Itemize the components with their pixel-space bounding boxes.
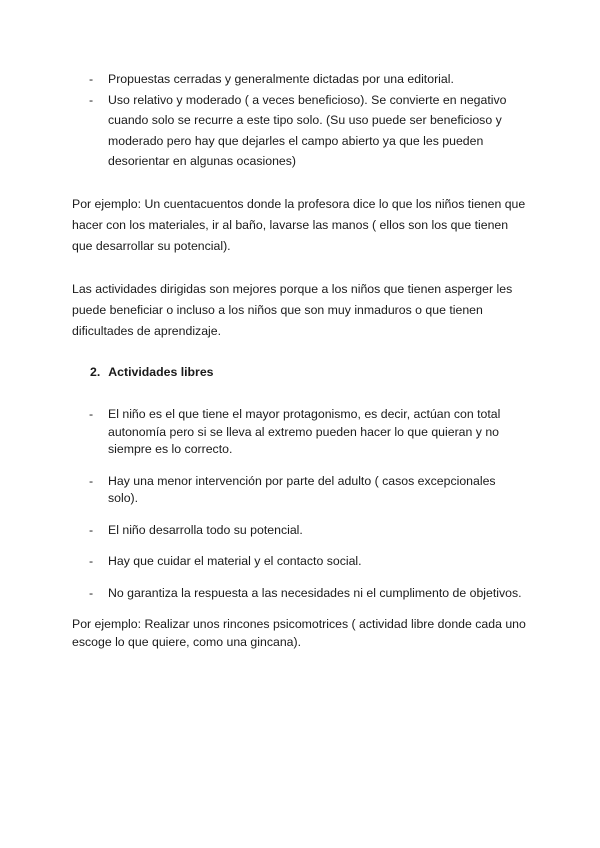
bullet-dash: - — [89, 585, 94, 600]
bullet-dash: - — [89, 522, 94, 537]
bullet-dash: - — [89, 72, 94, 86]
list-item-text: El niño es el que tiene el mayor protagonismo, es decir, actúan con total autonomía pero si se lleva al extremo pueden hacer lo que quieran y no siempre es lo correcto. — [108, 407, 501, 456]
list-item — [0, 522, 528, 540]
section-title: Actividades libres — [108, 365, 214, 379]
paragraph-example-rincones: Por ejemplo: Realizar unos rincones psicomotrices ( actividad libre donde cada uno escoge lo que quiere, como una gincana). — [72, 617, 526, 649]
list-item-text: No garantiza la respuesta a las necesidades ni el cumplimento de objetivos. — [108, 585, 522, 600]
bullet-list-libres — [0, 406, 528, 616]
bullet-list-dirigidas — [0, 69, 520, 172]
list-item — [0, 473, 528, 508]
list-item — [0, 553, 528, 571]
list-item-text: Hay que cuidar el material y el contacto social. — [108, 554, 362, 568]
list-item — [0, 90, 520, 172]
bullet-dash: - — [89, 473, 94, 488]
list-item-text: Uso relativo y moderado ( a veces beneficioso). Se convierte en negativo cuando solo se recurre a este tipo solo. (Su uso puede ser beneficioso y moderado pero hay que dejarles el campo abierto ya que les pueden desorientar en algunas ocasiones) — [108, 92, 507, 168]
bullet-dash: - — [89, 92, 94, 107]
bullet-dash: - — [89, 407, 94, 421]
bullet-dash: - — [89, 554, 94, 568]
section-heading-actividades-libres — [90, 363, 214, 381]
paragraph-example-cuentacuentos: Por ejemplo: Un cuentacuentos donde la profesora dice lo que los niños tienen que hacer con los materiales, ir al baño, lavarse las manos ( ellos son los que tienen que desarrollar su potencial). — [72, 197, 526, 253]
list-item-text: El niño desarrolla todo su potencial. — [108, 522, 303, 537]
paragraph-actividades-dirigidas: Las actividades dirigidas son mejores porque a los niños que tienen asperger les puede beneficiar o incluso a los niños que son muy inmaduros o que tienen dificultades de aprendizaje. — [72, 282, 513, 338]
list-item-text: Propuestas cerradas y generalmente dictadas por una editorial. — [108, 72, 454, 86]
list-item-text: Hay una menor intervención por parte del adulto ( casos excepcionales solo). — [108, 473, 496, 505]
section-number: 2. — [90, 365, 101, 379]
list-item — [0, 406, 528, 459]
list-item — [0, 585, 528, 603]
list-item — [0, 69, 520, 90]
